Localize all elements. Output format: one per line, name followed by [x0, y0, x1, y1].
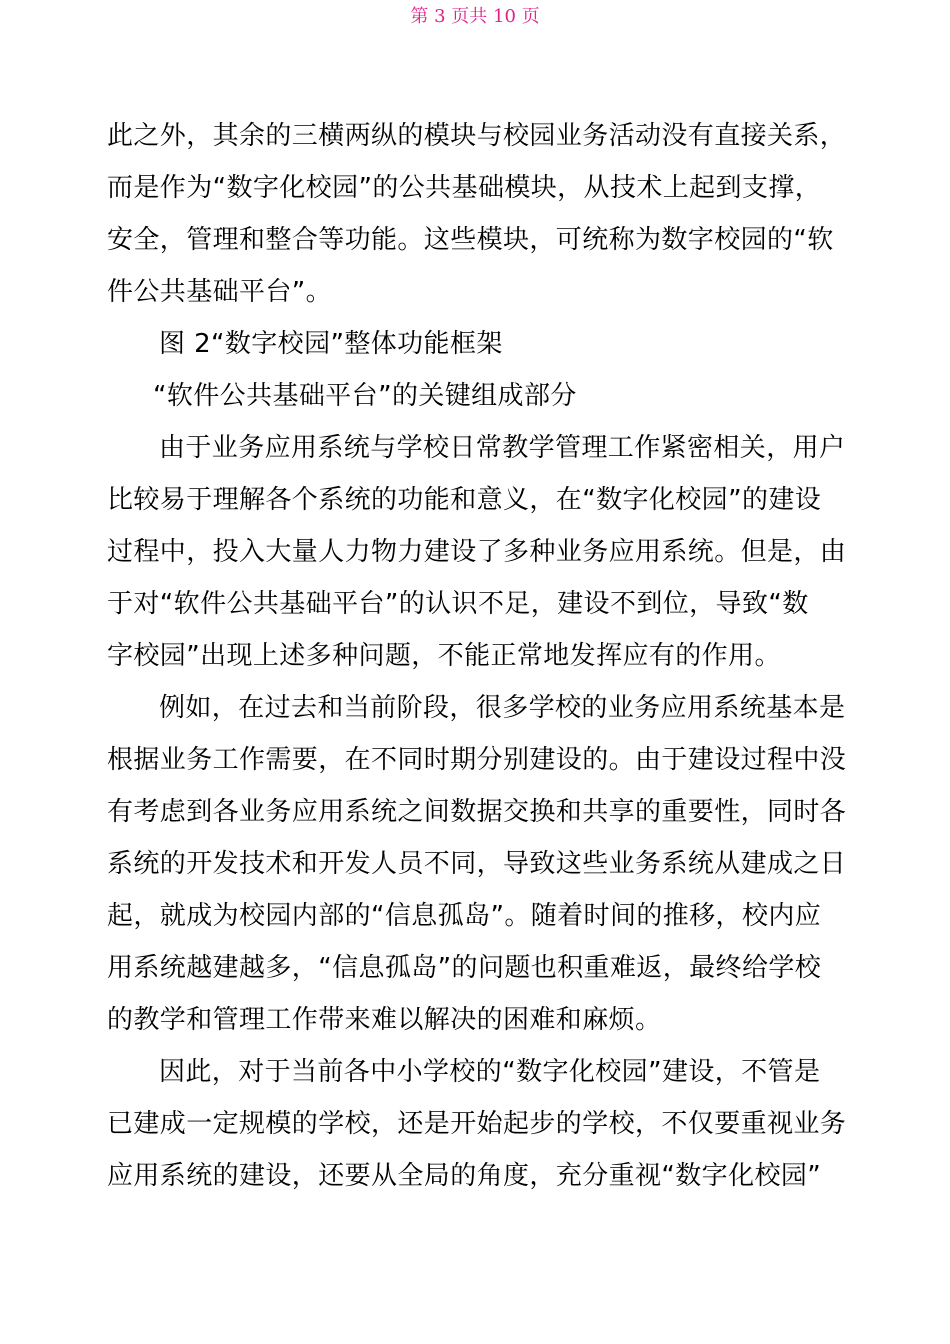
text-line: 因此，对于当前各中小学校的“数字化校园”建设，不管是 [159, 1057, 821, 1087]
text-line: 由于业务应用系统与学校日常教学管理工作紧密相关，用户 [159, 433, 846, 463]
text-line: 比较易于理解各个系统的功能和意义，在“数字化校园”的建设 [107, 485, 822, 515]
text-line: 此之外，其余的三横两纵的模块与校园业务活动没有直接关系， [107, 121, 847, 151]
paragraph-business-systems [107, 422, 847, 682]
figure-caption: 图 2“数字校园”整体功能框架 [159, 329, 503, 359]
text-line: 的教学和管理工作带来难以解决的困难和麻烦。 [107, 1005, 662, 1035]
paragraph-conclusion [107, 1046, 847, 1202]
text-line: 根据业务工作需要，在不同时期分别建设的。由于建设过程中没 [107, 745, 847, 775]
document-body [107, 110, 847, 1202]
paragraph-information-islands [107, 682, 847, 1046]
text-line: 起，就成为校园内部的“信息孤岛”。随着时间的推移，校内应 [107, 901, 822, 931]
text-line: 安全，管理和整合等功能。这些模块，可统称为数字校园的“软 [107, 225, 834, 255]
text-line: 系统的开发技术和开发人员不同，导致这些业务系统从建成之日 [107, 849, 847, 879]
text-line: 已建成一定规模的学校，还是开始起步的学校，不仅要重视业务 [107, 1109, 847, 1139]
text-line: 例如，在过去和当前阶段，很多学校的业务应用系统基本是 [159, 693, 846, 723]
section-title: “软件公共基础平台”的关键组成部分 [153, 381, 577, 411]
text-line: 过程中，投入大量人力物力建设了多种业务应用系统。但是，由 [107, 537, 847, 567]
text-line: 有考虑到各业务应用系统之间数据交换和共享的重要性，同时各 [107, 797, 847, 827]
text-line: 而是作为“数字化校园”的公共基础模块，从技术上起到支撑， [107, 173, 822, 203]
text-line: 件公共基础平台”。 [107, 277, 333, 307]
page-number-header: 第 3 页共 10 页 [410, 6, 540, 27]
text-line: 应用系统的建设，还要从全局的角度，充分重视“数字化校园” [107, 1161, 822, 1191]
text-line: 字校园”出现上述多种问题，不能正常地发挥应有的作用。 [107, 641, 781, 671]
text-line: 用系统越建越多，“信息孤岛”的问题也积重难返，最终给学校 [107, 953, 822, 983]
paragraph-continuation [107, 110, 847, 318]
text-line: 于对“软件公共基础平台”的认识不足，建设不到位，导致“数 [107, 589, 809, 619]
